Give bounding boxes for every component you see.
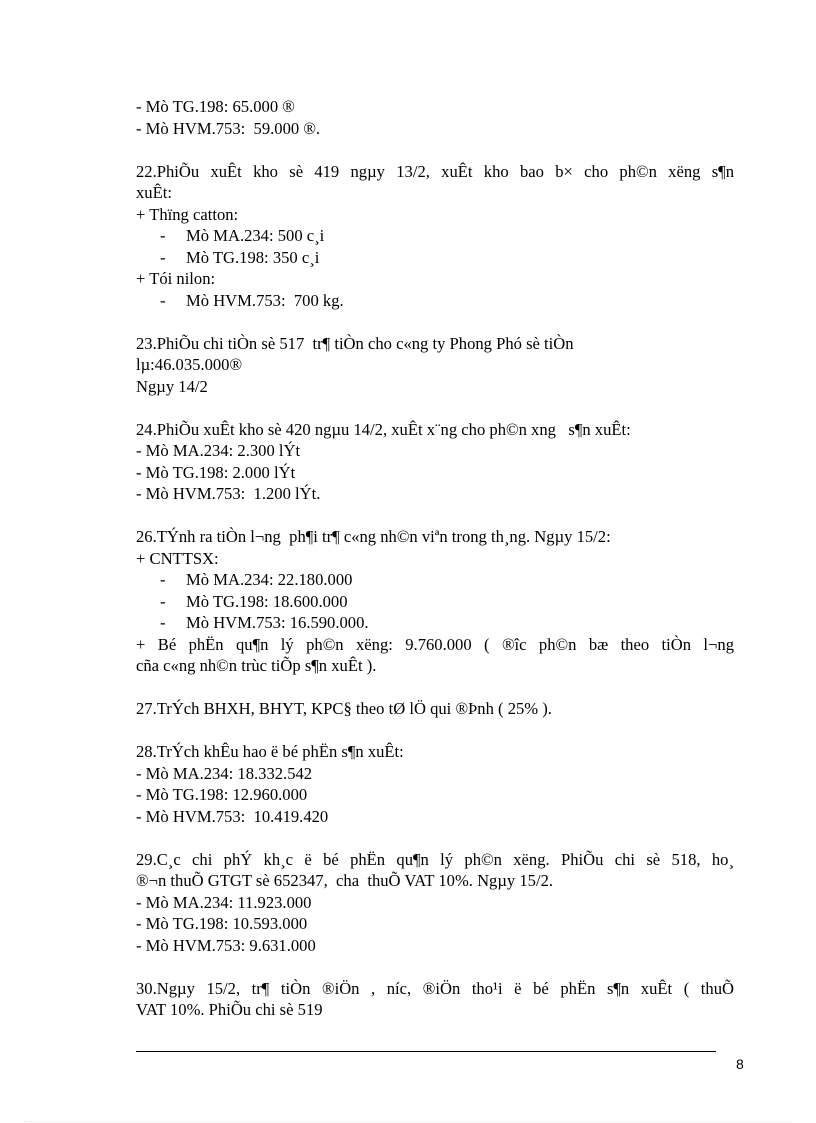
paragraph-gap [136,956,736,978]
bullet-dash: - [160,613,166,632]
item-26-line-3: + Bé phËn qu¶n lý ph©n xëng: 9.760.000 ( ®îc ph©n bæ theo tiÒn l¬ng [136,634,734,654]
item-28-line-4: - Mò HVM.753: 10.419.420 [136,806,329,826]
list-item-text: Mò TG.198: 350 c¸i [186,247,320,267]
item-28-line-3: - Mò TG.198: 12.960.000 [136,785,308,804]
item-24-line-4: - Mò HVM.753: 1.200 lÝt. [136,484,321,503]
list-item [136,569,736,591]
list-item [136,290,736,312]
paragraph-gap [136,827,736,849]
item-28-line-1: 28.TrÝch khÊu hao ë bé phËn s¶n xuÊt: [136,742,404,761]
bullet-dash: - [160,570,166,589]
item-28-line-2: - Mò MA.234: 18.332.542 [136,763,313,783]
list-item-text: Mò HVM.753: 16.590.000. [186,613,369,632]
item-27-line-1: 27.TrÝch BHXH, BHYT, KPC§ theo tØ lÖ qui ®Þnh ( 25% ). [136,699,552,718]
text-line: - Mò HVM.753: 59.000 ®. [136,118,321,138]
item-30-line-1: 30.Ngµy 15/2, tr¶ tiÒn ®iÖn , níc, ®iÖn tho¹i ë bé phËn s¶n xuÊt ( thuÕ [136,978,734,998]
list-item-text: Mò TG.198: 18.600.000 [186,591,348,611]
item-23-line-2: lµ:46.035.000® [136,355,243,374]
document-body [136,96,736,1021]
item-24-line-3: - Mò TG.198: 2.000 lÝt [136,462,296,482]
paragraph-gap [136,720,736,742]
item-22-line-4: + Tói nilon: [136,269,216,288]
item-23-line-3: Ngµy 14/2 [136,376,208,396]
paragraph-gap [136,397,736,419]
bullet-dash: - [160,226,166,245]
item-26-line-2: + CNTTSX: [136,548,219,568]
item-23-line-1: 23.PhiÕu chi tiÒn sè 517 tr¶ tiÒn cho c«ng ty Phong Phó sè tiÒn [136,333,574,353]
item-22-line-2: xuÊt: [136,183,172,202]
bullet-dash: - [160,247,166,267]
item-24-line-2: - Mò MA.234: 2.300 lÝt [136,441,301,460]
list-item-text: Mò MA.234: 22.180.000 [186,570,353,589]
item-29-line-5: - Mò HVM.753: 9.631.000 [136,935,316,955]
item-29-line-1: 29.C¸c chi phÝ kh¸c ë bé phËn qu¶n lý ph©n xëng. PhiÕu chi sè 518, ho¸ [136,849,734,869]
list-item-text: Mò MA.234: 500 c¸i [186,226,325,245]
page-bottom-edge [24,1121,792,1122]
list-item [136,225,736,247]
paragraph-gap [136,311,736,333]
list-item-text: Mò HVM.753: 700 kg. [186,290,344,310]
item-22-line-3: + Thïng catton: [136,204,239,224]
paragraph-gap [136,505,736,527]
item-29-line-4: - Mò TG.198: 10.593.000 [136,914,308,933]
paragraph-gap [136,677,736,699]
footer-rule [136,1051,716,1052]
page-number: 8 [736,1056,744,1072]
bullet-dash: - [160,591,166,611]
text-line: - Mò TG.198: 65.000 ® [136,97,295,116]
item-22-line-1: 22.PhiÕu xuÊt kho sè 419 ngµy 13/2, xuÊt kho bao b× cho ph©n xëng s¶n [136,161,734,181]
paragraph-gap [136,139,736,161]
item-26-line-1: 26.TÝnh ra tiÒn l¬ng ph¶i tr¶ c«ng nh©n viªn trong th¸ng. Ngµy 15/2: [136,527,611,546]
item-29-line-2: ®¬n thuÕ GTGT sè 652347, cha thuÕ VAT 10%. Ngµy 15/2. [136,871,554,890]
item-29-line-3: - Mò MA.234: 11.923.000 [136,892,312,912]
list-item [136,612,736,634]
bullet-dash: - [160,290,166,310]
item-24-line-1: 24.PhiÕu xuÊt kho sè 420 ngµu 14/2, xuÊt x¨ng cho ph©n xng s¶n xuÊt: [136,419,631,439]
item-30-line-2: VAT 10%. PhiÕu chi sè 519 [136,1000,323,1019]
list-item [136,591,736,613]
list-item [136,247,736,269]
item-26-line-4: cña c«ng nh©n trùc tiÕp s¶n xuÊt ). [136,656,377,675]
